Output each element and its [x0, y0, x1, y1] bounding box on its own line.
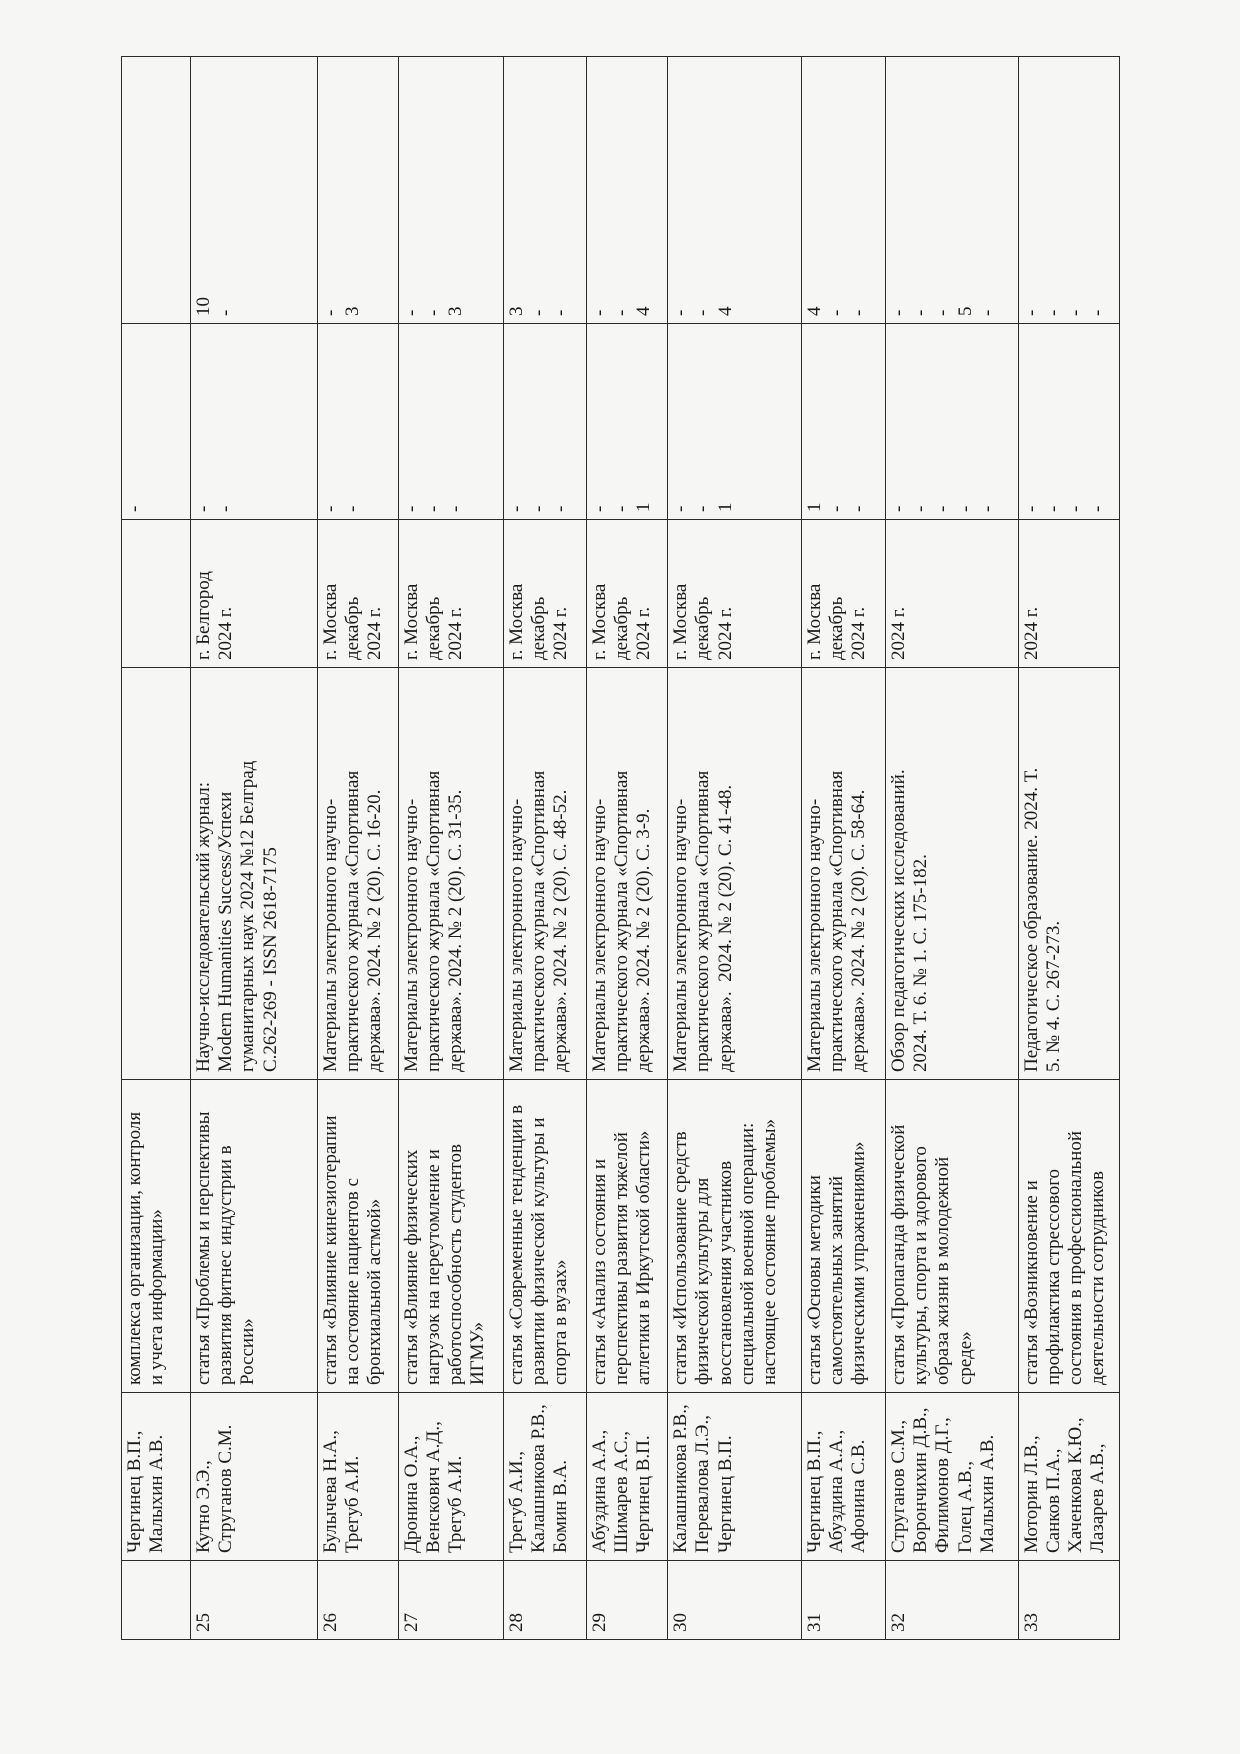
pages-cell	[503, 324, 586, 520]
cell-text-line: держава». 2024. № 2 (20). С. 3-9.	[633, 808, 655, 1072]
cell-text-line: 29	[589, 1613, 611, 1632]
cell-text-line: декабрь	[826, 596, 848, 660]
cell-text-line: Чергинец В.П.	[633, 1435, 655, 1553]
place-date-cell	[1018, 520, 1119, 668]
cell-text-line: 33	[1020, 1613, 1042, 1632]
cell-text-line: практического журнала «Спортивная	[528, 770, 550, 1072]
cell-text-line: Научно-исследовательский журнал:	[192, 781, 214, 1072]
row-number-cell	[398, 1561, 503, 1640]
cell-text-line: г. Москва	[400, 583, 422, 660]
cell-text-line: Чергинец В.П.,	[124, 1430, 145, 1553]
cell-text-line: 2024 г.	[887, 606, 909, 660]
cell-text-line: Струганов С.М.,	[887, 1419, 909, 1553]
coauthor-pages-cell	[317, 57, 398, 324]
cell-text-line: статья «Современные тенденции в	[505, 1104, 527, 1385]
cell-text-line: -	[528, 505, 550, 512]
cell-text-line: Трегуб А.И.	[341, 1455, 363, 1553]
row-number-cell	[317, 1561, 398, 1640]
cell-text-line: 5. № 4. С. 267-273.	[1042, 920, 1064, 1072]
cell-text-line: -	[528, 309, 550, 316]
cell-text-line: -	[1087, 505, 1109, 512]
cell-text-line: -	[319, 505, 341, 512]
cell-text-line: ИГМУ»	[467, 1321, 489, 1385]
cell-text-line: -	[1020, 309, 1042, 316]
cell-text-line: -	[692, 309, 714, 316]
cell-text-line: 1	[803, 502, 825, 512]
coauthor-pages-cell	[122, 57, 191, 324]
row-number-cell	[668, 1561, 802, 1640]
pages-cell	[885, 324, 1018, 520]
cell-text-line: практического журнала «Спортивная	[611, 770, 633, 1072]
source-cell	[1018, 668, 1119, 1080]
cell-text-line: восстановления участников	[714, 1160, 736, 1385]
cell-text-line: декабрь	[692, 596, 714, 660]
cell-text-line: держава». 2024. № 2 (20). С. 48-52.	[550, 789, 572, 1072]
cell-text-line: -	[422, 505, 444, 512]
title-cell	[122, 1080, 191, 1393]
cell-text-line: 5	[954, 306, 976, 316]
cell-text-line: -	[319, 309, 341, 316]
cell-text-line: держава». 2024. № 2 (20). С. 41-48.	[714, 784, 736, 1072]
title-cell	[885, 1080, 1018, 1393]
place-date-cell	[668, 520, 802, 668]
cell-text-line: Бомин В.А.	[550, 1459, 572, 1553]
cell-text-line: настоящее состояние проблемы»	[758, 1118, 780, 1385]
cell-text-line: Дронина О.А.,	[400, 1435, 422, 1553]
table-body	[122, 57, 1120, 1640]
rotated-table-wrapper	[121, 57, 1120, 1640]
cell-text-line: 26	[319, 1613, 341, 1632]
authors-cell	[668, 1393, 802, 1561]
authors-cell	[317, 1393, 398, 1561]
cell-text-line: Трегуб А.И.	[445, 1455, 467, 1553]
cell-text-line: состояния в профессиональной	[1065, 1131, 1087, 1385]
place-date-cell	[398, 520, 503, 668]
cell-text-line: держава». 2024. № 2 (20). С. 16-20.	[363, 789, 385, 1072]
pages-cell	[398, 324, 503, 520]
cell-text-line: -	[589, 505, 611, 512]
cell-text-line: 3	[505, 306, 527, 316]
cell-text-line: Голец А.В.,	[954, 1460, 976, 1553]
cell-text-line: Ворончихин Д.В.,	[910, 1407, 932, 1553]
cell-text-line: среде»	[954, 1331, 976, 1385]
row-number-cell	[122, 1561, 191, 1640]
cell-text-line: держава». 2024. № 2 (20). С. 31-35.	[445, 789, 467, 1072]
cell-text-line: -	[215, 309, 237, 316]
cell-text-line: гуманитарных наук 2024 №12 Белград	[237, 760, 259, 1072]
cell-text-line: 28	[505, 1613, 527, 1632]
place-date-cell	[317, 520, 398, 668]
cell-text-line: Кутно Э.Э.,	[192, 1460, 214, 1553]
cell-text-line: Материалы электронного научно-	[589, 798, 611, 1072]
source-cell	[587, 668, 668, 1080]
cell-text-line: бронхиальной астмой»	[363, 1198, 385, 1385]
cell-text-line: Материалы электронного научно-	[670, 798, 692, 1072]
pages-cell	[122, 324, 191, 520]
authors-cell	[1018, 1393, 1119, 1561]
coauthor-pages-cell	[190, 57, 317, 324]
cell-text-line: образа жизни в молодежной	[932, 1156, 954, 1385]
title-cell	[503, 1080, 586, 1393]
cell-text-line: 4	[633, 306, 655, 316]
cell-text-line: 2024 г.	[445, 606, 467, 660]
cell-text-line: 31	[803, 1613, 825, 1632]
cell-text-line: -	[1087, 309, 1109, 316]
cell-text-line: -	[848, 505, 870, 512]
row-number-cell	[190, 1561, 317, 1640]
cell-text-line: деятельности сотрудников	[1087, 1170, 1109, 1385]
cell-text-line: профилактика стрессового	[1042, 1168, 1064, 1385]
pages-cell	[801, 324, 885, 520]
source-cell	[398, 668, 503, 1080]
cell-text-line: на состояние пациентов с	[341, 1178, 363, 1385]
title-cell	[317, 1080, 398, 1393]
authors-cell	[885, 1393, 1018, 1561]
cell-text-line: Материалы электронного научно-	[400, 798, 422, 1072]
cell-text-line: Педагогическое образование. 2024. Т.	[1020, 767, 1042, 1072]
cell-text-line: Перевалова Л.Э.,	[692, 1415, 714, 1553]
source-cell	[885, 668, 1018, 1080]
cell-text-line: Калашникова Р.В.,	[528, 1404, 550, 1553]
cell-text-line: 25	[192, 1613, 214, 1632]
place-date-cell	[587, 520, 668, 668]
cell-text-line: -	[692, 505, 714, 512]
cell-text-line: культуры, спорта и здорового	[910, 1146, 932, 1385]
cell-text-line: Лазарев А.В.,	[1087, 1443, 1109, 1553]
cell-text-line: статья «Влияние физических	[400, 1149, 422, 1385]
cell-text-line: -	[445, 505, 467, 512]
cell-text-line: -	[1042, 309, 1064, 316]
cell-text-line: -	[400, 505, 422, 512]
cell-text-line: спорта в вузах»	[550, 1259, 572, 1385]
source-cell	[668, 668, 802, 1080]
table-row	[317, 57, 398, 1640]
authors-cell	[398, 1393, 503, 1561]
row-number-cell	[801, 1561, 885, 1640]
title-cell	[587, 1080, 668, 1393]
cell-text-line: перспективы развития тяжелой	[611, 1132, 633, 1385]
cell-text-line: работоспособность студентов	[445, 1144, 467, 1385]
cell-text-line: статья «Основы методики	[803, 1175, 825, 1385]
cell-text-line: Чергинец В.П.,	[803, 1430, 825, 1553]
cell-text-line: 3	[445, 306, 467, 316]
cell-text-line: 2024 г.	[714, 606, 736, 660]
table-row	[398, 57, 503, 1640]
cell-text-line: Струганов С.М.	[215, 1424, 237, 1553]
cell-text-line: 10	[192, 297, 214, 316]
source-cell	[503, 668, 586, 1080]
pages-cell	[1018, 324, 1119, 520]
row-number-cell	[587, 1561, 668, 1640]
cell-text-line: -	[124, 505, 145, 512]
row-number-cell	[503, 1561, 586, 1640]
table-row	[885, 57, 1018, 1640]
cell-text-line: Булычева Н.А.,	[319, 1430, 341, 1553]
cell-text-line: физическими упражнениями»	[848, 1141, 870, 1385]
cell-text-line: Санков П.А.,	[1042, 1448, 1064, 1553]
table-row	[503, 57, 586, 1640]
cell-text-line: 4	[714, 306, 736, 316]
cell-text-line: развития фитнес индустрии в	[215, 1145, 237, 1385]
cell-text-line: Моторин Л.В.,	[1020, 1435, 1042, 1553]
coauthor-pages-cell	[587, 57, 668, 324]
row-number-cell	[885, 1561, 1018, 1640]
cell-text-line: -	[887, 505, 909, 512]
cell-text-line: г. Москва	[670, 583, 692, 660]
cell-text-line: декабрь	[611, 596, 633, 660]
cell-text-line: Абуздина А.А.,	[826, 1429, 848, 1553]
table-row	[190, 57, 317, 1640]
place-date-cell	[801, 520, 885, 668]
row-number-cell	[1018, 1561, 1119, 1640]
cell-text-line: -	[505, 505, 527, 512]
cell-text-line: статья «Влияние кинезиотерапии	[319, 1115, 341, 1385]
source-cell	[190, 668, 317, 1080]
cell-text-line: Шимарев А.С.,	[611, 1431, 633, 1553]
authors-cell	[587, 1393, 668, 1561]
cell-text-line: -	[826, 309, 848, 316]
cell-text-line: Афонина С.В.	[848, 1439, 870, 1553]
cell-text-line: декабрь	[528, 596, 550, 660]
cell-text-line: декабрь	[422, 596, 444, 660]
cell-text-line: г. Москва	[505, 583, 527, 660]
cell-text-line: Материалы электронного научно-	[803, 798, 825, 1072]
coauthor-pages-cell	[1018, 57, 1119, 324]
cell-text-line: и учета информации»	[146, 1209, 168, 1385]
publications-table	[121, 56, 1120, 1640]
pages-cell	[587, 324, 668, 520]
title-cell	[1018, 1080, 1119, 1393]
cell-text-line: нагрузок на переутомление и	[422, 1149, 444, 1385]
cell-text-line: -	[611, 505, 633, 512]
cell-text-line: 1	[633, 502, 655, 512]
cell-text-line: статья «Пропаганда физической	[887, 1124, 909, 1385]
cell-text-line: 30	[670, 1613, 692, 1632]
source-cell	[122, 668, 191, 1080]
cell-text-line: Малыхин А.В.	[976, 1434, 998, 1553]
cell-text-line: -	[215, 505, 237, 512]
cell-text-line: -	[910, 309, 932, 316]
cell-text-line: -	[589, 309, 611, 316]
source-cell	[317, 668, 398, 1080]
cell-text-line: практического журнала «Спортивная	[422, 770, 444, 1072]
cell-text-line: -	[887, 309, 909, 316]
cell-text-line: -	[670, 309, 692, 316]
pages-cell	[317, 324, 398, 520]
cell-text-line: -	[826, 505, 848, 512]
cell-text-line: 2024 г.	[215, 606, 237, 660]
coauthor-pages-cell	[398, 57, 503, 324]
authors-cell	[503, 1393, 586, 1561]
cell-text-line: -	[422, 309, 444, 316]
cell-text-line: статья «Использование средств	[670, 1131, 692, 1385]
cell-text-line: самостоятельных занятий	[826, 1175, 848, 1385]
cell-text-line: 1	[714, 502, 736, 512]
cell-text-line: г. Москва	[589, 583, 611, 660]
cell-text-line: Филимонов Д.Г.,	[932, 1417, 954, 1553]
cell-text-line: 2024 г.	[550, 606, 572, 660]
cell-text-line: г. Москва	[319, 583, 341, 660]
cell-text-line: Обзор педагогических исследований.	[887, 769, 909, 1072]
cell-text-line: 2024 г.	[363, 606, 385, 660]
title-cell	[801, 1080, 885, 1393]
cell-text-line: 2024 г.	[848, 606, 870, 660]
cell-text-line: 2024. Т. 6. № 1. С. 175-182.	[910, 854, 932, 1072]
cell-text-line: -	[1065, 309, 1087, 316]
cell-text-line: -	[848, 309, 870, 316]
cell-text-line: г. Белгород	[192, 571, 214, 660]
cell-text-line: 2024 г.	[1020, 606, 1042, 660]
cell-text-line: -	[976, 309, 998, 316]
cell-text-line: -	[1042, 505, 1064, 512]
table-row	[587, 57, 668, 1640]
cell-text-line: России»	[237, 1318, 259, 1385]
cell-text-line: Материалы электронного научно-	[505, 798, 527, 1072]
table-row	[122, 57, 191, 1640]
cell-text-line: декабрь	[341, 596, 363, 660]
cell-text-line: -	[192, 505, 214, 512]
coauthor-pages-cell	[801, 57, 885, 324]
place-date-cell	[503, 520, 586, 668]
place-date-cell	[122, 520, 191, 668]
cell-text-line: развитии физической культуры и	[528, 1117, 550, 1385]
cell-text-line: Венскович А.Д.,	[422, 1421, 444, 1553]
cell-text-line: практического журнала «Спортивная	[692, 770, 714, 1072]
cell-text-line: -	[550, 505, 572, 512]
title-cell	[190, 1080, 317, 1393]
table-row	[1018, 57, 1119, 1640]
cell-text-line: держава». 2024. № 2 (20). С. 58-64.	[848, 789, 870, 1072]
cell-text-line: -	[932, 505, 954, 512]
cell-text-line: -	[932, 309, 954, 316]
cell-text-line: Малыхин А.В.	[146, 1434, 168, 1553]
table-row	[668, 57, 802, 1640]
cell-text-line: комплекса организации, контроля	[124, 1111, 145, 1385]
cell-text-line: -	[976, 505, 998, 512]
cell-text-line: -	[550, 309, 572, 316]
cell-text-line: атлетики в Иркутской области»	[633, 1130, 655, 1385]
cell-text-line: специальной военной операции:	[736, 1122, 758, 1385]
cell-text-line: Калашникова Р.В.,	[670, 1404, 692, 1553]
cell-text-line: 2024 г.	[633, 606, 655, 660]
cell-text-line: г. Москва	[803, 583, 825, 660]
cell-text-line: Трегуб А.И.,	[505, 1451, 527, 1553]
cell-text-line: Абуздина А.А.,	[589, 1429, 611, 1553]
pages-cell	[668, 324, 802, 520]
coauthor-pages-cell	[503, 57, 586, 324]
coauthor-pages-cell	[885, 57, 1018, 324]
place-date-cell	[885, 520, 1018, 668]
cell-text-line: -	[1020, 505, 1042, 512]
authors-cell	[122, 1393, 191, 1561]
title-cell	[668, 1080, 802, 1393]
cell-text-line: практического журнала «Спортивная	[341, 770, 363, 1072]
coauthor-pages-cell	[668, 57, 802, 324]
cell-text-line: Modern Humanities Success/Успехи	[215, 791, 237, 1072]
cell-text-line: 27	[400, 1613, 422, 1632]
cell-text-line: -	[341, 505, 363, 512]
cell-text-line: -	[400, 309, 422, 316]
pages-cell	[190, 324, 317, 520]
cell-text-line: статья «Возникновение и	[1020, 1180, 1042, 1385]
cell-text-line: Чергинец В.П.	[714, 1435, 736, 1553]
cell-text-line: Материалы электронного научно-	[319, 798, 341, 1072]
place-date-cell	[190, 520, 317, 668]
cell-text-line: -	[1065, 505, 1087, 512]
cell-text-line: физической культуры для	[692, 1177, 714, 1385]
cell-text-line: -	[910, 505, 932, 512]
cell-text-line: 32	[887, 1613, 909, 1632]
table-row	[801, 57, 885, 1640]
cell-text-line: 4	[803, 306, 825, 316]
source-cell	[801, 668, 885, 1080]
authors-cell	[801, 1393, 885, 1561]
cell-text-line: С.262-269 - ISSN 2618-7175	[259, 847, 281, 1072]
cell-text-line: статья «Проблемы и перспективы	[192, 1111, 214, 1385]
authors-cell	[190, 1393, 317, 1561]
title-cell	[398, 1080, 503, 1393]
cell-text-line: статья «Анализ состояния и	[589, 1158, 611, 1385]
cell-text-line: -	[670, 505, 692, 512]
cell-text-line: -	[611, 309, 633, 316]
cell-text-line: Хаченкова К.Ю.,	[1065, 1417, 1087, 1553]
cell-text-line: практического журнала «Спортивная	[826, 770, 848, 1072]
cell-text-line: -	[954, 505, 976, 512]
cell-text-line: 3	[341, 306, 363, 316]
